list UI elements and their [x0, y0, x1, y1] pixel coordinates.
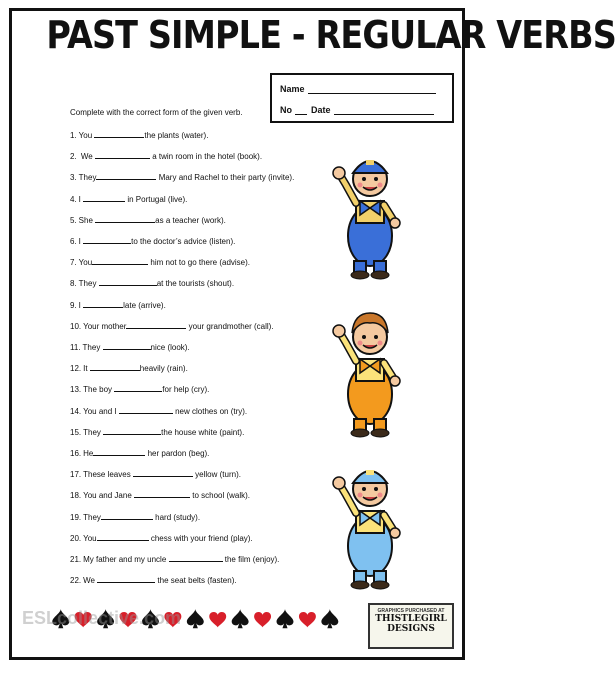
- no-field[interactable]: [295, 106, 307, 115]
- answer-blank[interactable]: [101, 512, 153, 520]
- answer-blank[interactable]: [93, 448, 145, 456]
- question-row: [70, 406, 247, 416]
- question-row: [70, 533, 253, 543]
- question-row: [70, 151, 262, 161]
- question-text-before: They: [83, 512, 101, 522]
- answer-blank[interactable]: [126, 321, 186, 329]
- spade-icon: [187, 609, 204, 628]
- question-text-before: They: [83, 427, 104, 437]
- question-text-after: the plants (water).: [144, 131, 209, 140]
- answer-blank[interactable]: [97, 575, 155, 583]
- question-row: [70, 130, 208, 140]
- question-number: 16.: [70, 449, 82, 458]
- question-text-after: Mary and Rachel to their party (invite).: [156, 173, 295, 183]
- question-text-before: She: [78, 215, 96, 225]
- question-text-before: They: [82, 343, 103, 352]
- question-text-before: I: [78, 300, 84, 310]
- page-title: PAST SIMPLE - REGULAR VERBS: [46, 13, 616, 57]
- question-text-after: hard (study).: [152, 512, 201, 522]
- question-row: [70, 278, 234, 288]
- question-text-after: chess with your friend (play).: [148, 533, 253, 543]
- answer-blank[interactable]: [103, 342, 151, 350]
- question-row: [70, 427, 244, 437]
- answer-blank[interactable]: [169, 554, 223, 562]
- answer-blank[interactable]: [114, 384, 162, 392]
- question-number: 2.: [70, 152, 77, 162]
- answer-blank[interactable]: [134, 490, 190, 498]
- no-date-row: [280, 105, 434, 115]
- answer-blank[interactable]: [83, 194, 125, 202]
- heart-icon: [209, 612, 226, 627]
- question-text-after: nice (look).: [150, 343, 190, 352]
- logo-line3: DESIGNS: [387, 624, 435, 634]
- question-number: 14.: [70, 406, 82, 416]
- answer-blank[interactable]: [119, 406, 173, 414]
- question-number: 17.: [70, 470, 82, 480]
- question-text-after: to the doctor’s advice (listen).: [131, 237, 236, 246]
- question-number: 1.: [70, 131, 77, 140]
- question-text-after: her pardon (beg).: [145, 449, 210, 458]
- question-text-after: the seat belts (fasten).: [155, 576, 237, 586]
- question-text-before: You and I: [83, 406, 119, 416]
- question-number: 18.: [70, 491, 82, 501]
- answer-blank[interactable]: [95, 215, 155, 223]
- answer-blank[interactable]: [97, 533, 149, 541]
- no-label: No: [280, 105, 292, 115]
- question-number: 8.: [70, 279, 77, 289]
- answer-blank[interactable]: [92, 257, 148, 265]
- question-text-before: You: [78, 131, 95, 140]
- thistlegirl-logo: [368, 603, 454, 649]
- question-text-after: new clothes on (try).: [172, 406, 248, 416]
- question-text-before: My father and my uncle: [83, 555, 169, 564]
- question-row: [70, 490, 250, 500]
- question-text-before: He: [83, 449, 94, 458]
- question-text-after: the house white (paint).: [161, 427, 245, 437]
- question-row: [70, 236, 235, 246]
- question-text-before: You: [83, 533, 97, 543]
- boy-lightblue-icon: [330, 451, 410, 589]
- question-text-before: These leaves: [83, 470, 133, 480]
- spade-icon: [277, 609, 294, 628]
- name-row: [280, 84, 436, 94]
- answer-blank[interactable]: [95, 151, 150, 159]
- answer-blank[interactable]: [133, 469, 193, 477]
- question-text-after: him not to go there (advise).: [148, 258, 250, 268]
- date-field[interactable]: [334, 106, 434, 115]
- answer-blank[interactable]: [96, 172, 156, 180]
- answer-blank[interactable]: [90, 363, 140, 371]
- question-number: 9.: [70, 300, 77, 310]
- question-text-after: in Portugal (live).: [125, 194, 188, 204]
- question-text-before: The boy: [83, 385, 115, 395]
- question-row: [70, 384, 209, 394]
- question-text-after: late (arrive).: [123, 300, 166, 310]
- question-number: 19.: [70, 512, 82, 522]
- question-text-after: to school (walk).: [190, 491, 251, 501]
- question-text-after: a twin room in the hotel (book).: [149, 152, 263, 162]
- answer-blank[interactable]: [83, 300, 123, 308]
- question-text-after: at the tourists (shout).: [156, 279, 235, 289]
- question-text-before: You: [78, 258, 93, 268]
- question-text-after: yellow (turn).: [192, 470, 241, 480]
- question-row: [70, 448, 209, 458]
- question-row: [70, 554, 279, 564]
- question-number: 7.: [70, 258, 77, 268]
- question-number: 13.: [70, 385, 82, 395]
- heart-icon: [299, 612, 316, 627]
- name-field[interactable]: [308, 85, 436, 94]
- question-text-after: your grandmother (call).: [186, 321, 274, 331]
- question-number: 21.: [70, 555, 82, 564]
- question-row: [70, 300, 166, 310]
- question-text-after: heavily (rain).: [139, 364, 188, 374]
- question-row: [70, 469, 241, 479]
- question-number: 3.: [70, 173, 77, 183]
- logo-line2: THISTLEGIRL: [375, 614, 447, 624]
- question-text-after: for help (cry).: [162, 385, 210, 395]
- question-number: 15.: [70, 427, 82, 437]
- answer-blank[interactable]: [94, 130, 144, 138]
- spade-icon: [321, 609, 338, 628]
- question-number: 6.: [70, 237, 77, 246]
- question-number: 4.: [70, 194, 77, 204]
- answer-blank[interactable]: [99, 278, 157, 286]
- question-row: [70, 215, 226, 225]
- name-label: Name: [280, 84, 305, 94]
- student-info-box: [270, 73, 454, 123]
- question-text-before: It: [83, 364, 90, 374]
- spade-icon: [232, 609, 249, 628]
- question-number: 22.: [70, 576, 82, 586]
- question-number: 12.: [70, 364, 82, 374]
- instructions: Complete with the correct form of the given verb.: [70, 108, 243, 117]
- question-text-before: They: [78, 279, 99, 289]
- question-row: [70, 363, 188, 373]
- question-number: 20.: [70, 533, 82, 543]
- worksheet-page: [9, 8, 616, 660]
- question-row: [70, 342, 190, 352]
- answer-blank[interactable]: [103, 427, 161, 435]
- question-text-before: Your mother: [83, 321, 127, 331]
- question-text-before: We: [78, 152, 95, 162]
- boy-blue-icon: [330, 141, 410, 279]
- question-row: [70, 321, 274, 331]
- question-text-before: You and Jane: [83, 491, 134, 501]
- question-text-before: I: [78, 194, 84, 204]
- watermark: ESLcollective.com: [22, 608, 182, 628]
- question-text-before: They: [78, 173, 97, 183]
- question-row: [70, 575, 237, 585]
- question-row: [70, 172, 294, 182]
- question-text-before: We: [83, 576, 98, 586]
- answer-blank[interactable]: [83, 236, 131, 244]
- question-text-before: I: [78, 237, 84, 246]
- question-row: [70, 194, 187, 204]
- question-number: 10.: [70, 321, 82, 331]
- logo-line1: GRAPHICS PURCHASED AT: [377, 608, 445, 614]
- question-text-after: the film (enjoy).: [222, 555, 280, 564]
- date-label: Date: [311, 105, 331, 115]
- question-row: [70, 257, 250, 267]
- question-number: 11.: [70, 343, 81, 352]
- question-number: 5.: [70, 215, 77, 225]
- boy-orange-icon: [330, 299, 410, 437]
- heart-icon: [254, 612, 271, 627]
- question-row: [70, 512, 200, 522]
- question-text-after: as a teacher (work).: [155, 215, 226, 225]
